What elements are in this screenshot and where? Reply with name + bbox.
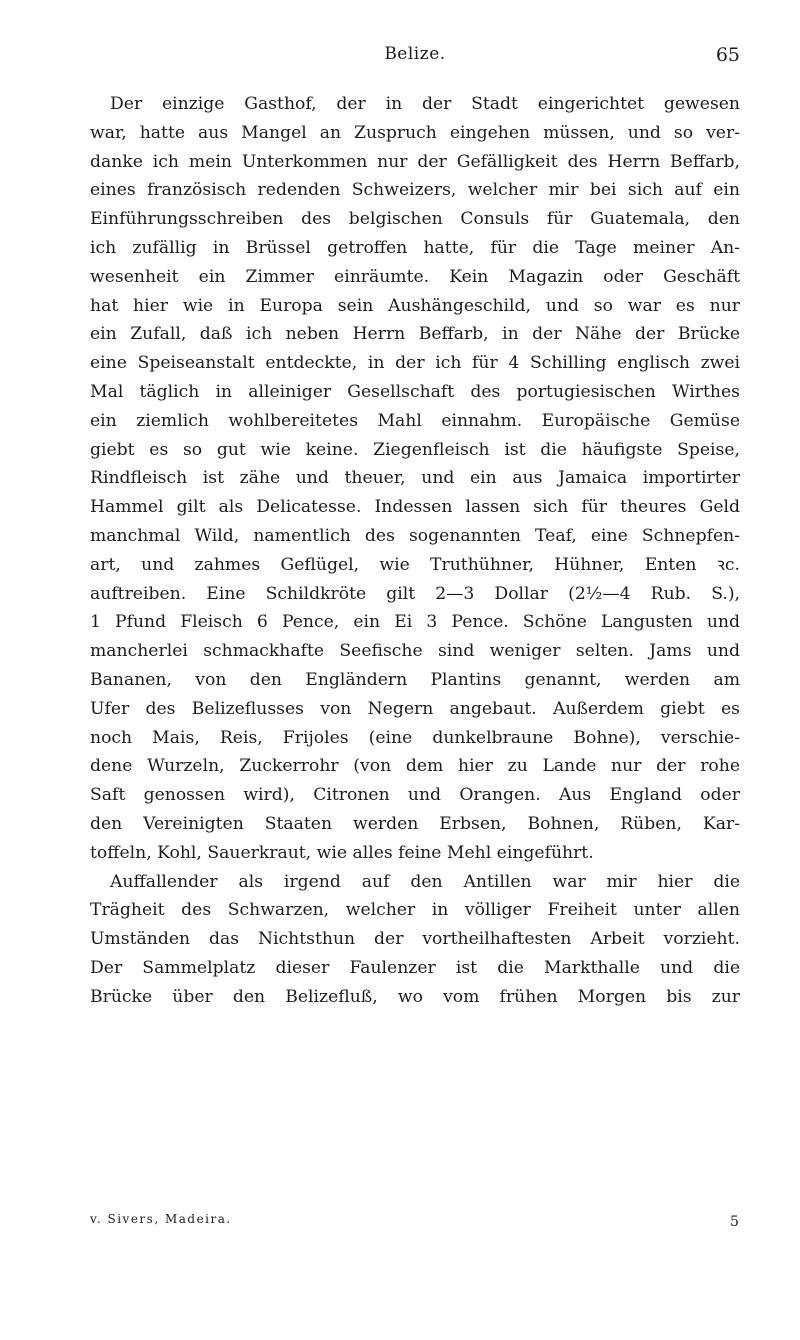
text-line: Einführungsschreiben des belgischen Consuls für Guatemala, den [90,209,740,230]
text-line: Bananen, von den Engländern Plantins genannt, werden am [90,669,740,690]
text-line: auftreiben. Eine Schildkröte gilt 2—3 Dollar (2½—4 Rub. S.), [90,583,740,604]
text-line: noch Mais, Reis, Frijoles (eine dunkelbraune Bohne), verschie- [90,727,740,748]
text-line: dene Wurzeln, Zuckerrohr (von dem hier zu Lande nur der rohe [90,756,740,777]
text-line: Ufer des Belizeflusses von Negern angebaut. Außerdem giebt es [90,698,740,719]
text-line: art, und zahmes Geflügel, wie Truthühner, Hühner, Enten ꝛc. [90,554,740,575]
text-line: Mal täglich in alleiniger Gesellschaft des portugiesischen Wirthes [90,381,740,402]
text-line: manchmal Wild, namentlich des sogenannten Teaf, eine Schnepfen- [90,525,740,546]
page-header [90,44,740,72]
text-line: Der Sammelplatz dieser Faulenzer ist die Markthalle und die [90,957,740,978]
text-line: war, hatte aus Mangel an Zuspruch eingehen müssen, und so ver- [90,122,740,143]
text-line: ein ziemlich wohlbereitetes Mahl einnahm. Europäische Gemüse [90,410,740,431]
text-line: mancherlei schmackhafte Seefische sind weniger selten. Jams und [90,641,740,662]
text-line: Rindfleisch ist zähe und theuer, und ein aus Jamaica importirter [90,468,740,489]
text-line: 1 Pfund Fleisch 6 Pence, ein Ei 3 Pence. Schöne Langusten und [90,612,740,633]
text-line: ich zufällig in Brüssel getroffen hatte, für die Tage meiner An- [90,237,740,258]
text-line: Umständen das Nichtsthun der vortheilhaftesten Arbeit vorzieht. [90,929,740,950]
running-title: Belize. [384,44,446,64]
text-line: danke ich mein Unterkommen nur der Gefälligkeit des Herrn Beffarb, [90,151,740,172]
text-line: ein Zufall, daß ich neben Herrn Beffarb, in der Nähe der Brücke [90,324,740,345]
text-line: Hammel gilt als Delicatesse. Indessen lassen sich für theures Geld [90,497,740,518]
text-line: hat hier wie in Europa sein Aushängeschild, und so war es nur [90,295,740,316]
text-line: eine Speiseanstalt entdeckte, in der ich für 4 Schilling englisch zwei [90,353,740,374]
text-line: Brücke über den Belizefluß, wo vom frühen Morgen bis zur [90,986,740,1007]
text-line: giebt es so gut wie keine. Ziegenfleisch ist die häufigste Speise, [90,439,740,460]
page-footer [90,1212,740,1234]
text-line: eines französisch redenden Schweizers, welcher mir bei sich auf ein [90,180,740,201]
text-line: den Vereinigten Staaten werden Erbsen, Bohnen, Rüben, Kar- [90,813,740,834]
text-line: Der einzige Gasthof, der in der Stadt eingerichtet gewesen [110,94,740,114]
text-line: wesenheit ein Zimmer einräumte. Kein Magazin oder Geschäft [90,266,740,287]
signature-line: v. Sivers, Madeira. [90,1212,232,1226]
text-line: Saft genossen wird), Citronen und Orangen. Aus England oder [90,785,740,806]
text-line: Auffallender als irgend auf den Antillen war mir hier die [110,871,740,892]
body-text [90,90,740,1012]
text-line: Trägheit des Schwarzen, welcher in völliger Freiheit unter allen [90,900,740,921]
page-number: 65 [715,44,740,66]
text-line: toffeln, Kohl, Sauerkraut, wie alles feine Mehl eingeführt. [90,842,594,863]
signature-mark: 5 [730,1214,739,1230]
